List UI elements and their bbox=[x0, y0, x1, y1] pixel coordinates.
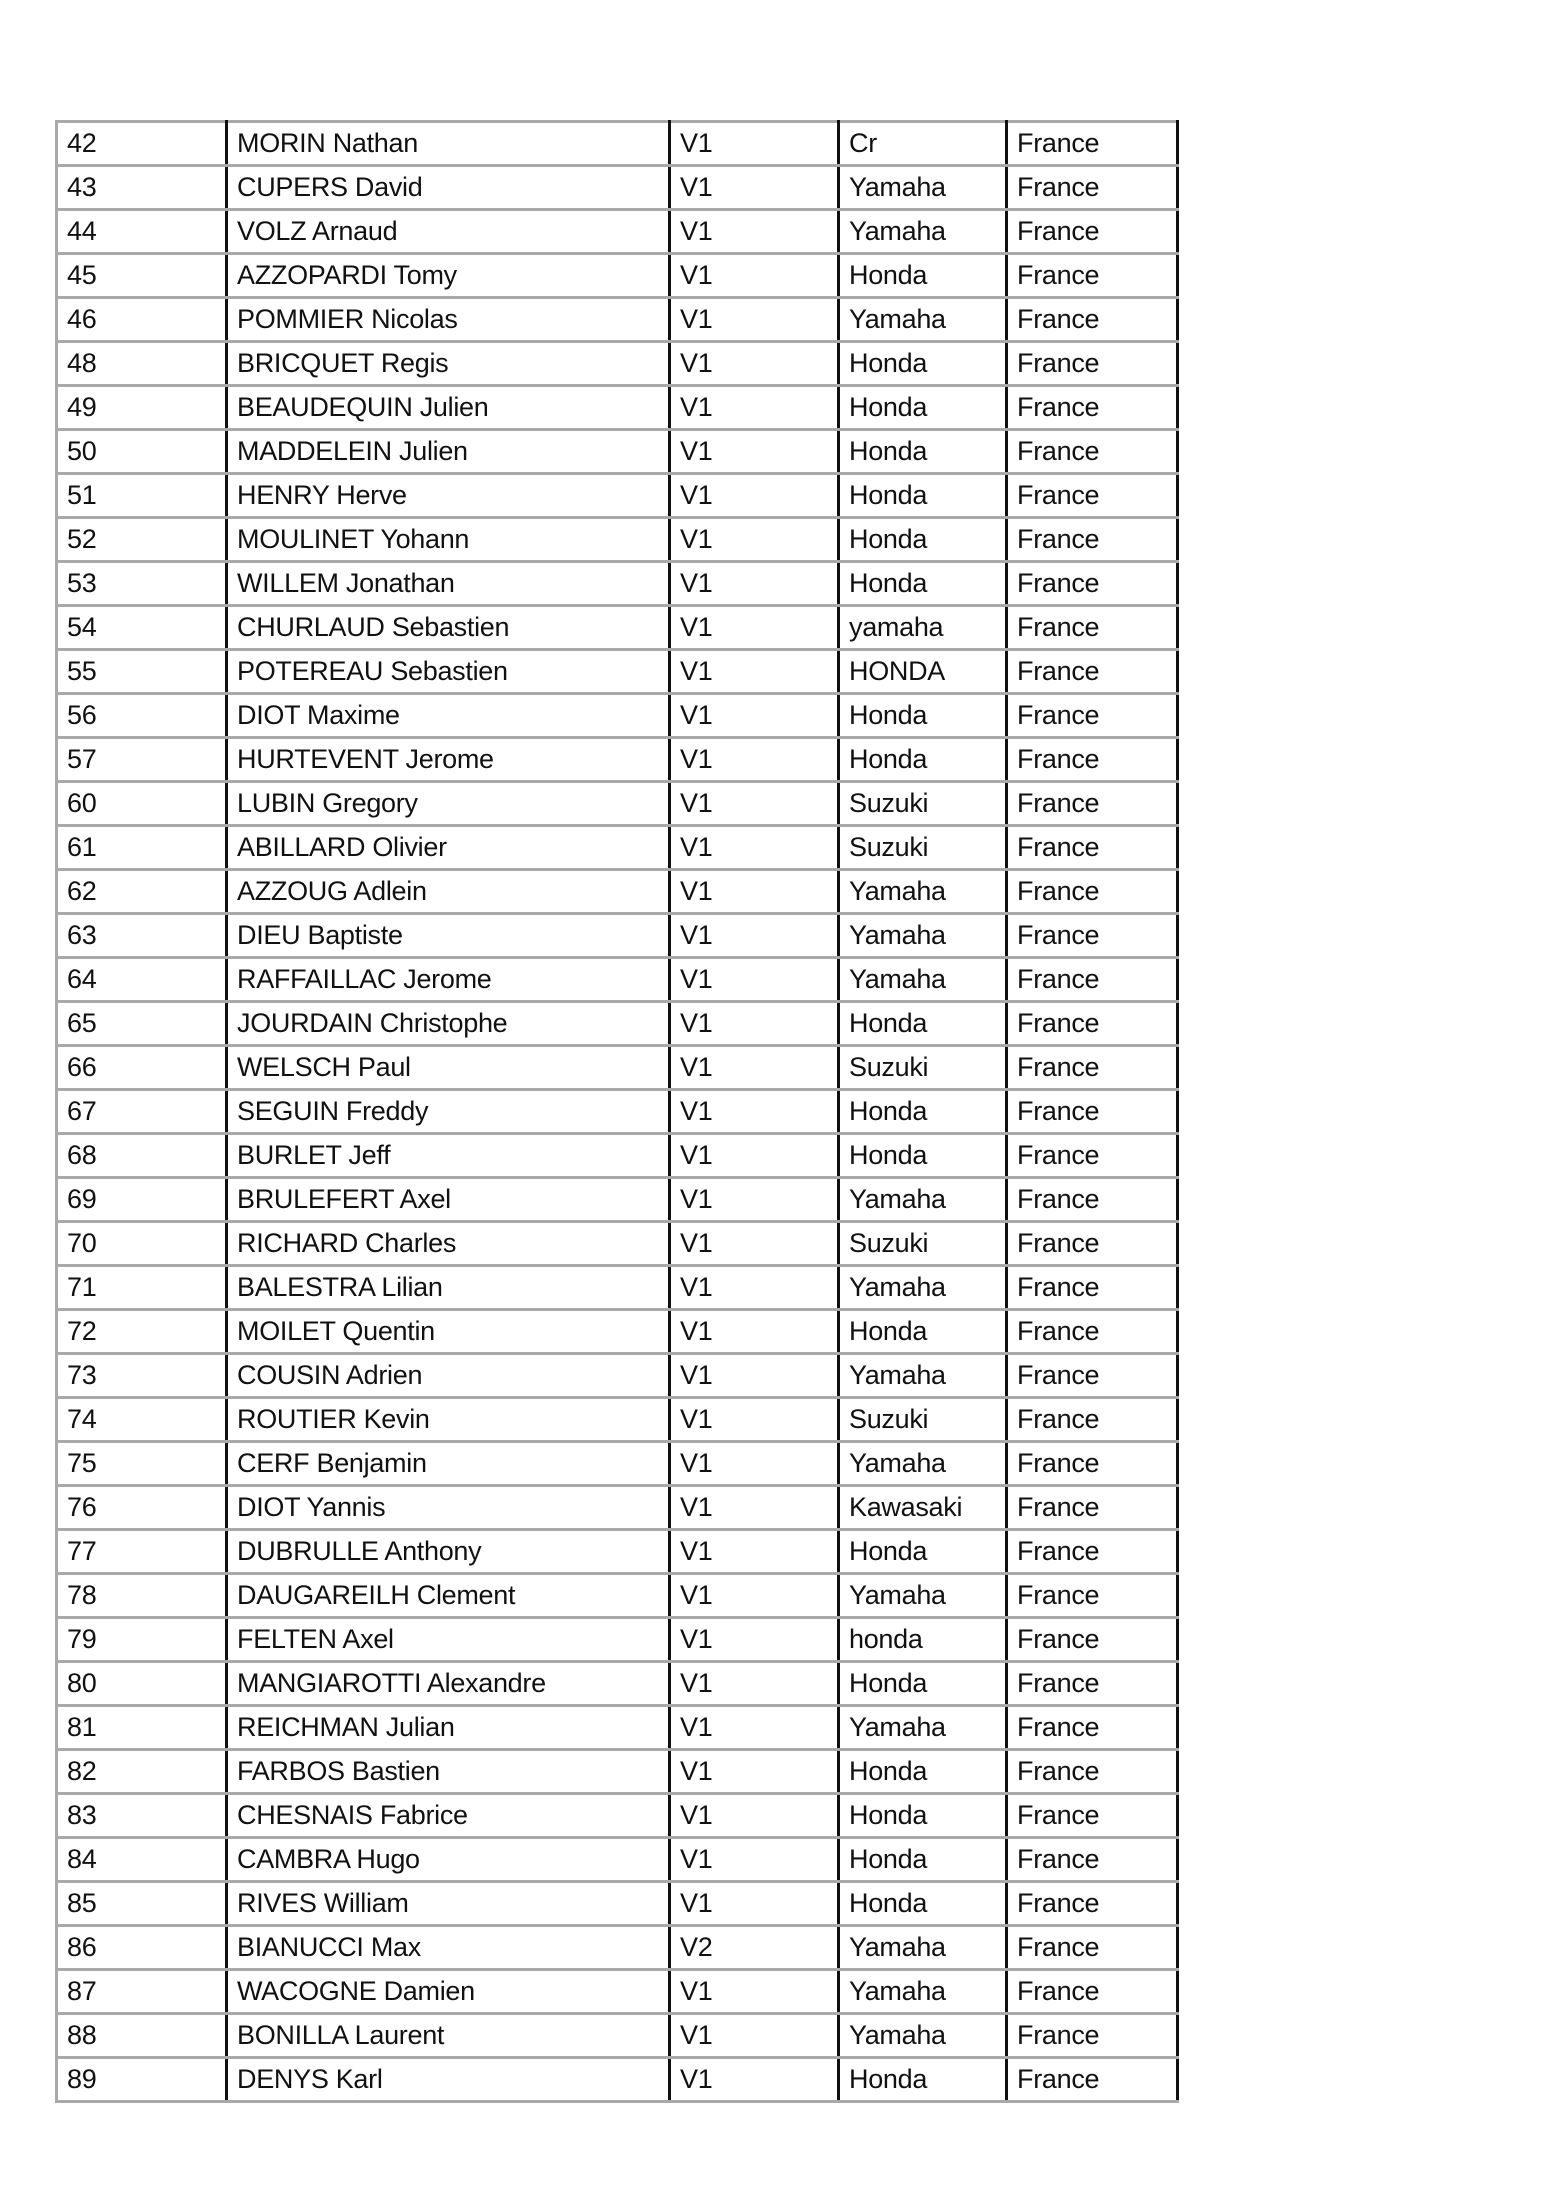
rider-name-cell: FARBOS Bastien bbox=[227, 1750, 670, 1794]
rider-country-cell: France bbox=[1007, 1662, 1178, 1706]
rider-brand-cell: Honda bbox=[839, 1662, 1007, 1706]
rider-brand-cell: Yamaha bbox=[839, 1442, 1007, 1486]
rider-number-cell: 80 bbox=[57, 1662, 227, 1706]
rider-name-cell: MORIN Nathan bbox=[227, 122, 670, 166]
rider-number-cell: 82 bbox=[57, 1750, 227, 1794]
rider-country-cell: France bbox=[1007, 870, 1178, 914]
rider-name-cell: BRULEFERT Axel bbox=[227, 1178, 670, 1222]
rider-name-cell: BURLET Jeff bbox=[227, 1134, 670, 1178]
rider-number-cell: 68 bbox=[57, 1134, 227, 1178]
rider-number-cell: 57 bbox=[57, 738, 227, 782]
rider-brand-cell: Yamaha bbox=[839, 958, 1007, 1002]
rider-name-cell: BONILLA Laurent bbox=[227, 2014, 670, 2058]
rider-brand-cell: Cr bbox=[839, 122, 1007, 166]
rider-class-cell: V1 bbox=[670, 1178, 839, 1222]
rider-name-cell: WACOGNE Damien bbox=[227, 1970, 670, 2014]
rider-country-cell: France bbox=[1007, 1486, 1178, 1530]
rider-number-cell: 69 bbox=[57, 1178, 227, 1222]
rider-name-cell: AZZOPARDI Tomy bbox=[227, 254, 670, 298]
rider-name-cell: CHURLAUD Sebastien bbox=[227, 606, 670, 650]
rider-class-cell: V1 bbox=[670, 694, 839, 738]
rider-brand-cell: Honda bbox=[839, 562, 1007, 606]
rider-country-cell: France bbox=[1007, 1046, 1178, 1090]
table-row bbox=[57, 738, 1178, 782]
rider-number-cell: 71 bbox=[57, 1266, 227, 1310]
rider-class-cell: V1 bbox=[670, 1002, 839, 1046]
rider-country-cell: France bbox=[1007, 650, 1178, 694]
rider-name-cell: POMMIER Nicolas bbox=[227, 298, 670, 342]
rider-name-cell: CERF Benjamin bbox=[227, 1442, 670, 1486]
table-row bbox=[57, 826, 1178, 870]
rider-name-cell: RAFFAILLAC Jerome bbox=[227, 958, 670, 1002]
rider-country-cell: France bbox=[1007, 1178, 1178, 1222]
rider-name-cell: ROUTIER Kevin bbox=[227, 1398, 670, 1442]
rider-name-cell: CHESNAIS Fabrice bbox=[227, 1794, 670, 1838]
rider-country-cell: France bbox=[1007, 1750, 1178, 1794]
rider-number-cell: 48 bbox=[57, 342, 227, 386]
rider-brand-cell: Honda bbox=[839, 474, 1007, 518]
rider-number-cell: 74 bbox=[57, 1398, 227, 1442]
rider-class-cell: V1 bbox=[670, 1530, 839, 1574]
rider-number-cell: 64 bbox=[57, 958, 227, 1002]
rider-country-cell: France bbox=[1007, 914, 1178, 958]
rider-name-cell: HURTEVENT Jerome bbox=[227, 738, 670, 782]
table-row bbox=[57, 1178, 1178, 1222]
rider-class-cell: V1 bbox=[670, 562, 839, 606]
rider-name-cell: AZZOUG Adlein bbox=[227, 870, 670, 914]
rider-number-cell: 55 bbox=[57, 650, 227, 694]
table-row bbox=[57, 1618, 1178, 1662]
rider-number-cell: 46 bbox=[57, 298, 227, 342]
rider-brand-cell: Honda bbox=[839, 430, 1007, 474]
table-row bbox=[57, 1442, 1178, 1486]
table-row bbox=[57, 1530, 1178, 1574]
table-row bbox=[57, 1882, 1178, 1926]
rider-number-cell: 83 bbox=[57, 1794, 227, 1838]
rider-number-cell: 78 bbox=[57, 1574, 227, 1618]
rider-class-cell: V1 bbox=[670, 2014, 839, 2058]
table-row bbox=[57, 1794, 1178, 1838]
rider-class-cell: V1 bbox=[670, 2058, 839, 2102]
rider-class-cell: V1 bbox=[670, 958, 839, 1002]
rider-class-cell: V1 bbox=[670, 1706, 839, 1750]
rider-number-cell: 52 bbox=[57, 518, 227, 562]
rider-country-cell: France bbox=[1007, 474, 1178, 518]
rider-brand-cell: yamaha bbox=[839, 606, 1007, 650]
rider-brand-cell: Suzuki bbox=[839, 1398, 1007, 1442]
rider-country-cell: France bbox=[1007, 298, 1178, 342]
rider-class-cell: V1 bbox=[670, 166, 839, 210]
rider-brand-cell: Honda bbox=[839, 386, 1007, 430]
rider-number-cell: 76 bbox=[57, 1486, 227, 1530]
rider-name-cell: MOILET Quentin bbox=[227, 1310, 670, 1354]
rider-country-cell: France bbox=[1007, 562, 1178, 606]
rider-number-cell: 43 bbox=[57, 166, 227, 210]
rider-country-cell: France bbox=[1007, 210, 1178, 254]
rider-brand-cell: Honda bbox=[839, 694, 1007, 738]
rider-name-cell: POTEREAU Sebastien bbox=[227, 650, 670, 694]
rider-number-cell: 60 bbox=[57, 782, 227, 826]
rider-country-cell: France bbox=[1007, 826, 1178, 870]
rider-name-cell: VOLZ Arnaud bbox=[227, 210, 670, 254]
table-row bbox=[57, 1398, 1178, 1442]
rider-name-cell: CUPERS David bbox=[227, 166, 670, 210]
rider-class-cell: V1 bbox=[670, 1838, 839, 1882]
rider-class-cell: V2 bbox=[670, 1926, 839, 1970]
table-row bbox=[57, 1662, 1178, 1706]
rider-country-cell: France bbox=[1007, 1882, 1178, 1926]
rider-class-cell: V1 bbox=[670, 826, 839, 870]
rider-class-cell: V1 bbox=[670, 1266, 839, 1310]
rider-country-cell: France bbox=[1007, 1310, 1178, 1354]
rider-name-cell: HENRY Herve bbox=[227, 474, 670, 518]
rider-name-cell: BALESTRA Lilian bbox=[227, 1266, 670, 1310]
rider-name-cell: MOULINET Yohann bbox=[227, 518, 670, 562]
table-row bbox=[57, 298, 1178, 342]
rider-class-cell: V1 bbox=[670, 1134, 839, 1178]
rider-country-cell: France bbox=[1007, 1266, 1178, 1310]
rider-brand-cell: Honda bbox=[839, 1750, 1007, 1794]
rider-country-cell: France bbox=[1007, 738, 1178, 782]
rider-number-cell: 88 bbox=[57, 2014, 227, 2058]
rider-number-cell: 67 bbox=[57, 1090, 227, 1134]
table-row bbox=[57, 562, 1178, 606]
rider-brand-cell: Yamaha bbox=[839, 914, 1007, 958]
table-row bbox=[57, 1046, 1178, 1090]
rider-name-cell: ABILLARD Olivier bbox=[227, 826, 670, 870]
rider-country-cell: France bbox=[1007, 782, 1178, 826]
table-row bbox=[57, 1574, 1178, 1618]
rider-country-cell: France bbox=[1007, 606, 1178, 650]
table-row bbox=[57, 1838, 1178, 1882]
rider-class-cell: V1 bbox=[670, 386, 839, 430]
rider-class-cell: V1 bbox=[670, 606, 839, 650]
rider-number-cell: 87 bbox=[57, 1970, 227, 2014]
rider-class-cell: V1 bbox=[670, 1662, 839, 1706]
rider-brand-cell: Yamaha bbox=[839, 298, 1007, 342]
rider-name-cell: MADDELEIN Julien bbox=[227, 430, 670, 474]
rider-brand-cell: Honda bbox=[839, 1134, 1007, 1178]
table-row bbox=[57, 1706, 1178, 1750]
rider-brand-cell: Yamaha bbox=[839, 870, 1007, 914]
rider-class-cell: V1 bbox=[670, 650, 839, 694]
rider-class-cell: V1 bbox=[670, 254, 839, 298]
rider-name-cell: REICHMAN Julian bbox=[227, 1706, 670, 1750]
rider-brand-cell: Suzuki bbox=[839, 826, 1007, 870]
rider-brand-cell: Yamaha bbox=[839, 1574, 1007, 1618]
rider-country-cell: France bbox=[1007, 254, 1178, 298]
rider-class-cell: V1 bbox=[670, 1222, 839, 1266]
rider-number-cell: 70 bbox=[57, 1222, 227, 1266]
rider-name-cell: JOURDAIN Christophe bbox=[227, 1002, 670, 1046]
rider-number-cell: 49 bbox=[57, 386, 227, 430]
table-row bbox=[57, 518, 1178, 562]
rider-class-cell: V1 bbox=[670, 1442, 839, 1486]
rider-brand-cell: Yamaha bbox=[839, 166, 1007, 210]
rider-brand-cell: Honda bbox=[839, 738, 1007, 782]
rider-number-cell: 81 bbox=[57, 1706, 227, 1750]
rider-brand-cell: Honda bbox=[839, 1530, 1007, 1574]
table-row bbox=[57, 122, 1178, 166]
rider-country-cell: France bbox=[1007, 958, 1178, 1002]
entry-list-table bbox=[55, 120, 1179, 2103]
rider-number-cell: 54 bbox=[57, 606, 227, 650]
table-row bbox=[57, 2014, 1178, 2058]
rider-class-cell: V1 bbox=[670, 870, 839, 914]
rider-number-cell: 62 bbox=[57, 870, 227, 914]
rider-name-cell: FELTEN Axel bbox=[227, 1618, 670, 1662]
rider-number-cell: 86 bbox=[57, 1926, 227, 1970]
table-row bbox=[57, 650, 1178, 694]
rider-name-cell: CAMBRA Hugo bbox=[227, 1838, 670, 1882]
rider-class-cell: V1 bbox=[670, 430, 839, 474]
rider-brand-cell: Honda bbox=[839, 1002, 1007, 1046]
rider-name-cell: DIOT Maxime bbox=[227, 694, 670, 738]
rider-class-cell: V1 bbox=[670, 474, 839, 518]
table-row bbox=[57, 1002, 1178, 1046]
rider-brand-cell: HONDA bbox=[839, 650, 1007, 694]
rider-name-cell: SEGUIN Freddy bbox=[227, 1090, 670, 1134]
rider-class-cell: V1 bbox=[670, 1970, 839, 2014]
rider-country-cell: France bbox=[1007, 1926, 1178, 1970]
rider-class-cell: V1 bbox=[670, 1398, 839, 1442]
rider-country-cell: France bbox=[1007, 1838, 1178, 1882]
rider-brand-cell: Yamaha bbox=[839, 1266, 1007, 1310]
table-row bbox=[57, 1310, 1178, 1354]
rider-country-cell: France bbox=[1007, 1574, 1178, 1618]
table-row bbox=[57, 430, 1178, 474]
rider-class-cell: V1 bbox=[670, 1882, 839, 1926]
rider-name-cell: BEAUDEQUIN Julien bbox=[227, 386, 670, 430]
rider-country-cell: France bbox=[1007, 2058, 1178, 2102]
rider-class-cell: V1 bbox=[670, 914, 839, 958]
rider-brand-cell: Honda bbox=[839, 1310, 1007, 1354]
rider-number-cell: 89 bbox=[57, 2058, 227, 2102]
rider-country-cell: France bbox=[1007, 1002, 1178, 1046]
rider-country-cell: France bbox=[1007, 1794, 1178, 1838]
rider-country-cell: France bbox=[1007, 122, 1178, 166]
table-row bbox=[57, 342, 1178, 386]
rider-name-cell: MANGIAROTTI Alexandre bbox=[227, 1662, 670, 1706]
rider-number-cell: 84 bbox=[57, 1838, 227, 1882]
rider-class-cell: V1 bbox=[670, 518, 839, 562]
rider-class-cell: V1 bbox=[670, 342, 839, 386]
rider-class-cell: V1 bbox=[670, 1750, 839, 1794]
rider-brand-cell: Yamaha bbox=[839, 210, 1007, 254]
rider-number-cell: 63 bbox=[57, 914, 227, 958]
rider-brand-cell: Yamaha bbox=[839, 1178, 1007, 1222]
table-row bbox=[57, 2058, 1178, 2102]
rider-name-cell: DIEU Baptiste bbox=[227, 914, 670, 958]
table-row bbox=[57, 166, 1178, 210]
entry-list-body bbox=[57, 122, 1178, 2102]
rider-brand-cell: Suzuki bbox=[839, 782, 1007, 826]
table-row bbox=[57, 210, 1178, 254]
table-row bbox=[57, 1486, 1178, 1530]
rider-class-cell: V1 bbox=[670, 122, 839, 166]
rider-country-cell: France bbox=[1007, 518, 1178, 562]
rider-class-cell: V1 bbox=[670, 1046, 839, 1090]
rider-number-cell: 44 bbox=[57, 210, 227, 254]
table-row bbox=[57, 386, 1178, 430]
rider-brand-cell: Honda bbox=[839, 342, 1007, 386]
rider-country-cell: France bbox=[1007, 1442, 1178, 1486]
rider-brand-cell: Yamaha bbox=[839, 1926, 1007, 1970]
rider-brand-cell: Suzuki bbox=[839, 1222, 1007, 1266]
rider-class-cell: V1 bbox=[670, 1090, 839, 1134]
rider-country-cell: France bbox=[1007, 1090, 1178, 1134]
rider-brand-cell: honda bbox=[839, 1618, 1007, 1662]
rider-number-cell: 66 bbox=[57, 1046, 227, 1090]
rider-country-cell: France bbox=[1007, 1706, 1178, 1750]
table-row bbox=[57, 782, 1178, 826]
rider-class-cell: V1 bbox=[670, 782, 839, 826]
rider-brand-cell: Honda bbox=[839, 1090, 1007, 1134]
rider-number-cell: 73 bbox=[57, 1354, 227, 1398]
rider-name-cell: DIOT Yannis bbox=[227, 1486, 670, 1530]
rider-brand-cell: Honda bbox=[839, 254, 1007, 298]
rider-number-cell: 45 bbox=[57, 254, 227, 298]
rider-name-cell: DAUGAREILH Clement bbox=[227, 1574, 670, 1618]
rider-number-cell: 79 bbox=[57, 1618, 227, 1662]
table-row bbox=[57, 870, 1178, 914]
rider-name-cell: RIVES William bbox=[227, 1882, 670, 1926]
rider-name-cell: COUSIN Adrien bbox=[227, 1354, 670, 1398]
rider-class-cell: V1 bbox=[670, 1618, 839, 1662]
rider-number-cell: 50 bbox=[57, 430, 227, 474]
rider-class-cell: V1 bbox=[670, 1486, 839, 1530]
rider-class-cell: V1 bbox=[670, 1310, 839, 1354]
rider-brand-cell: Yamaha bbox=[839, 1706, 1007, 1750]
rider-number-cell: 42 bbox=[57, 122, 227, 166]
rider-country-cell: France bbox=[1007, 430, 1178, 474]
table-row bbox=[57, 1090, 1178, 1134]
rider-name-cell: DUBRULLE Anthony bbox=[227, 1530, 670, 1574]
rider-class-cell: V1 bbox=[670, 1794, 839, 1838]
table-row bbox=[57, 254, 1178, 298]
rider-country-cell: France bbox=[1007, 1398, 1178, 1442]
rider-country-cell: France bbox=[1007, 694, 1178, 738]
rider-number-cell: 65 bbox=[57, 1002, 227, 1046]
rider-country-cell: France bbox=[1007, 1222, 1178, 1266]
rider-brand-cell: Suzuki bbox=[839, 1046, 1007, 1090]
rider-country-cell: France bbox=[1007, 2014, 1178, 2058]
rider-class-cell: V1 bbox=[670, 738, 839, 782]
rider-brand-cell: Honda bbox=[839, 2058, 1007, 2102]
table-row bbox=[57, 1134, 1178, 1178]
rider-country-cell: France bbox=[1007, 1618, 1178, 1662]
rider-brand-cell: Honda bbox=[839, 1882, 1007, 1926]
rider-brand-cell: Yamaha bbox=[839, 1970, 1007, 2014]
rider-country-cell: France bbox=[1007, 1970, 1178, 2014]
rider-country-cell: France bbox=[1007, 166, 1178, 210]
rider-country-cell: France bbox=[1007, 1134, 1178, 1178]
rider-name-cell: WILLEM Jonathan bbox=[227, 562, 670, 606]
rider-country-cell: France bbox=[1007, 1354, 1178, 1398]
rider-brand-cell: Yamaha bbox=[839, 2014, 1007, 2058]
rider-number-cell: 75 bbox=[57, 1442, 227, 1486]
table-row bbox=[57, 1750, 1178, 1794]
rider-number-cell: 77 bbox=[57, 1530, 227, 1574]
table-row bbox=[57, 606, 1178, 650]
table-row bbox=[57, 694, 1178, 738]
rider-brand-cell: Honda bbox=[839, 1838, 1007, 1882]
rider-number-cell: 61 bbox=[57, 826, 227, 870]
table-row bbox=[57, 914, 1178, 958]
rider-country-cell: France bbox=[1007, 386, 1178, 430]
table-row bbox=[57, 1926, 1178, 1970]
rider-class-cell: V1 bbox=[670, 210, 839, 254]
rider-name-cell: LUBIN Gregory bbox=[227, 782, 670, 826]
rider-number-cell: 53 bbox=[57, 562, 227, 606]
rider-brand-cell: Honda bbox=[839, 518, 1007, 562]
rider-class-cell: V1 bbox=[670, 298, 839, 342]
rider-name-cell: RICHARD Charles bbox=[227, 1222, 670, 1266]
table-row bbox=[57, 1970, 1178, 2014]
rider-brand-cell: Honda bbox=[839, 1794, 1007, 1838]
rider-class-cell: V1 bbox=[670, 1574, 839, 1618]
rider-name-cell: WELSCH Paul bbox=[227, 1046, 670, 1090]
rider-number-cell: 85 bbox=[57, 1882, 227, 1926]
rider-brand-cell: Kawasaki bbox=[839, 1486, 1007, 1530]
table-row bbox=[57, 474, 1178, 518]
rider-number-cell: 51 bbox=[57, 474, 227, 518]
rider-name-cell: BIANUCCI Max bbox=[227, 1926, 670, 1970]
table-row bbox=[57, 1222, 1178, 1266]
rider-number-cell: 56 bbox=[57, 694, 227, 738]
table-row bbox=[57, 958, 1178, 1002]
rider-country-cell: France bbox=[1007, 1530, 1178, 1574]
rider-class-cell: V1 bbox=[670, 1354, 839, 1398]
rider-country-cell: France bbox=[1007, 342, 1178, 386]
rider-name-cell: DENYS Karl bbox=[227, 2058, 670, 2102]
rider-name-cell: BRICQUET Regis bbox=[227, 342, 670, 386]
rider-brand-cell: Yamaha bbox=[839, 1354, 1007, 1398]
table-row bbox=[57, 1354, 1178, 1398]
table-row bbox=[57, 1266, 1178, 1310]
rider-number-cell: 72 bbox=[57, 1310, 227, 1354]
